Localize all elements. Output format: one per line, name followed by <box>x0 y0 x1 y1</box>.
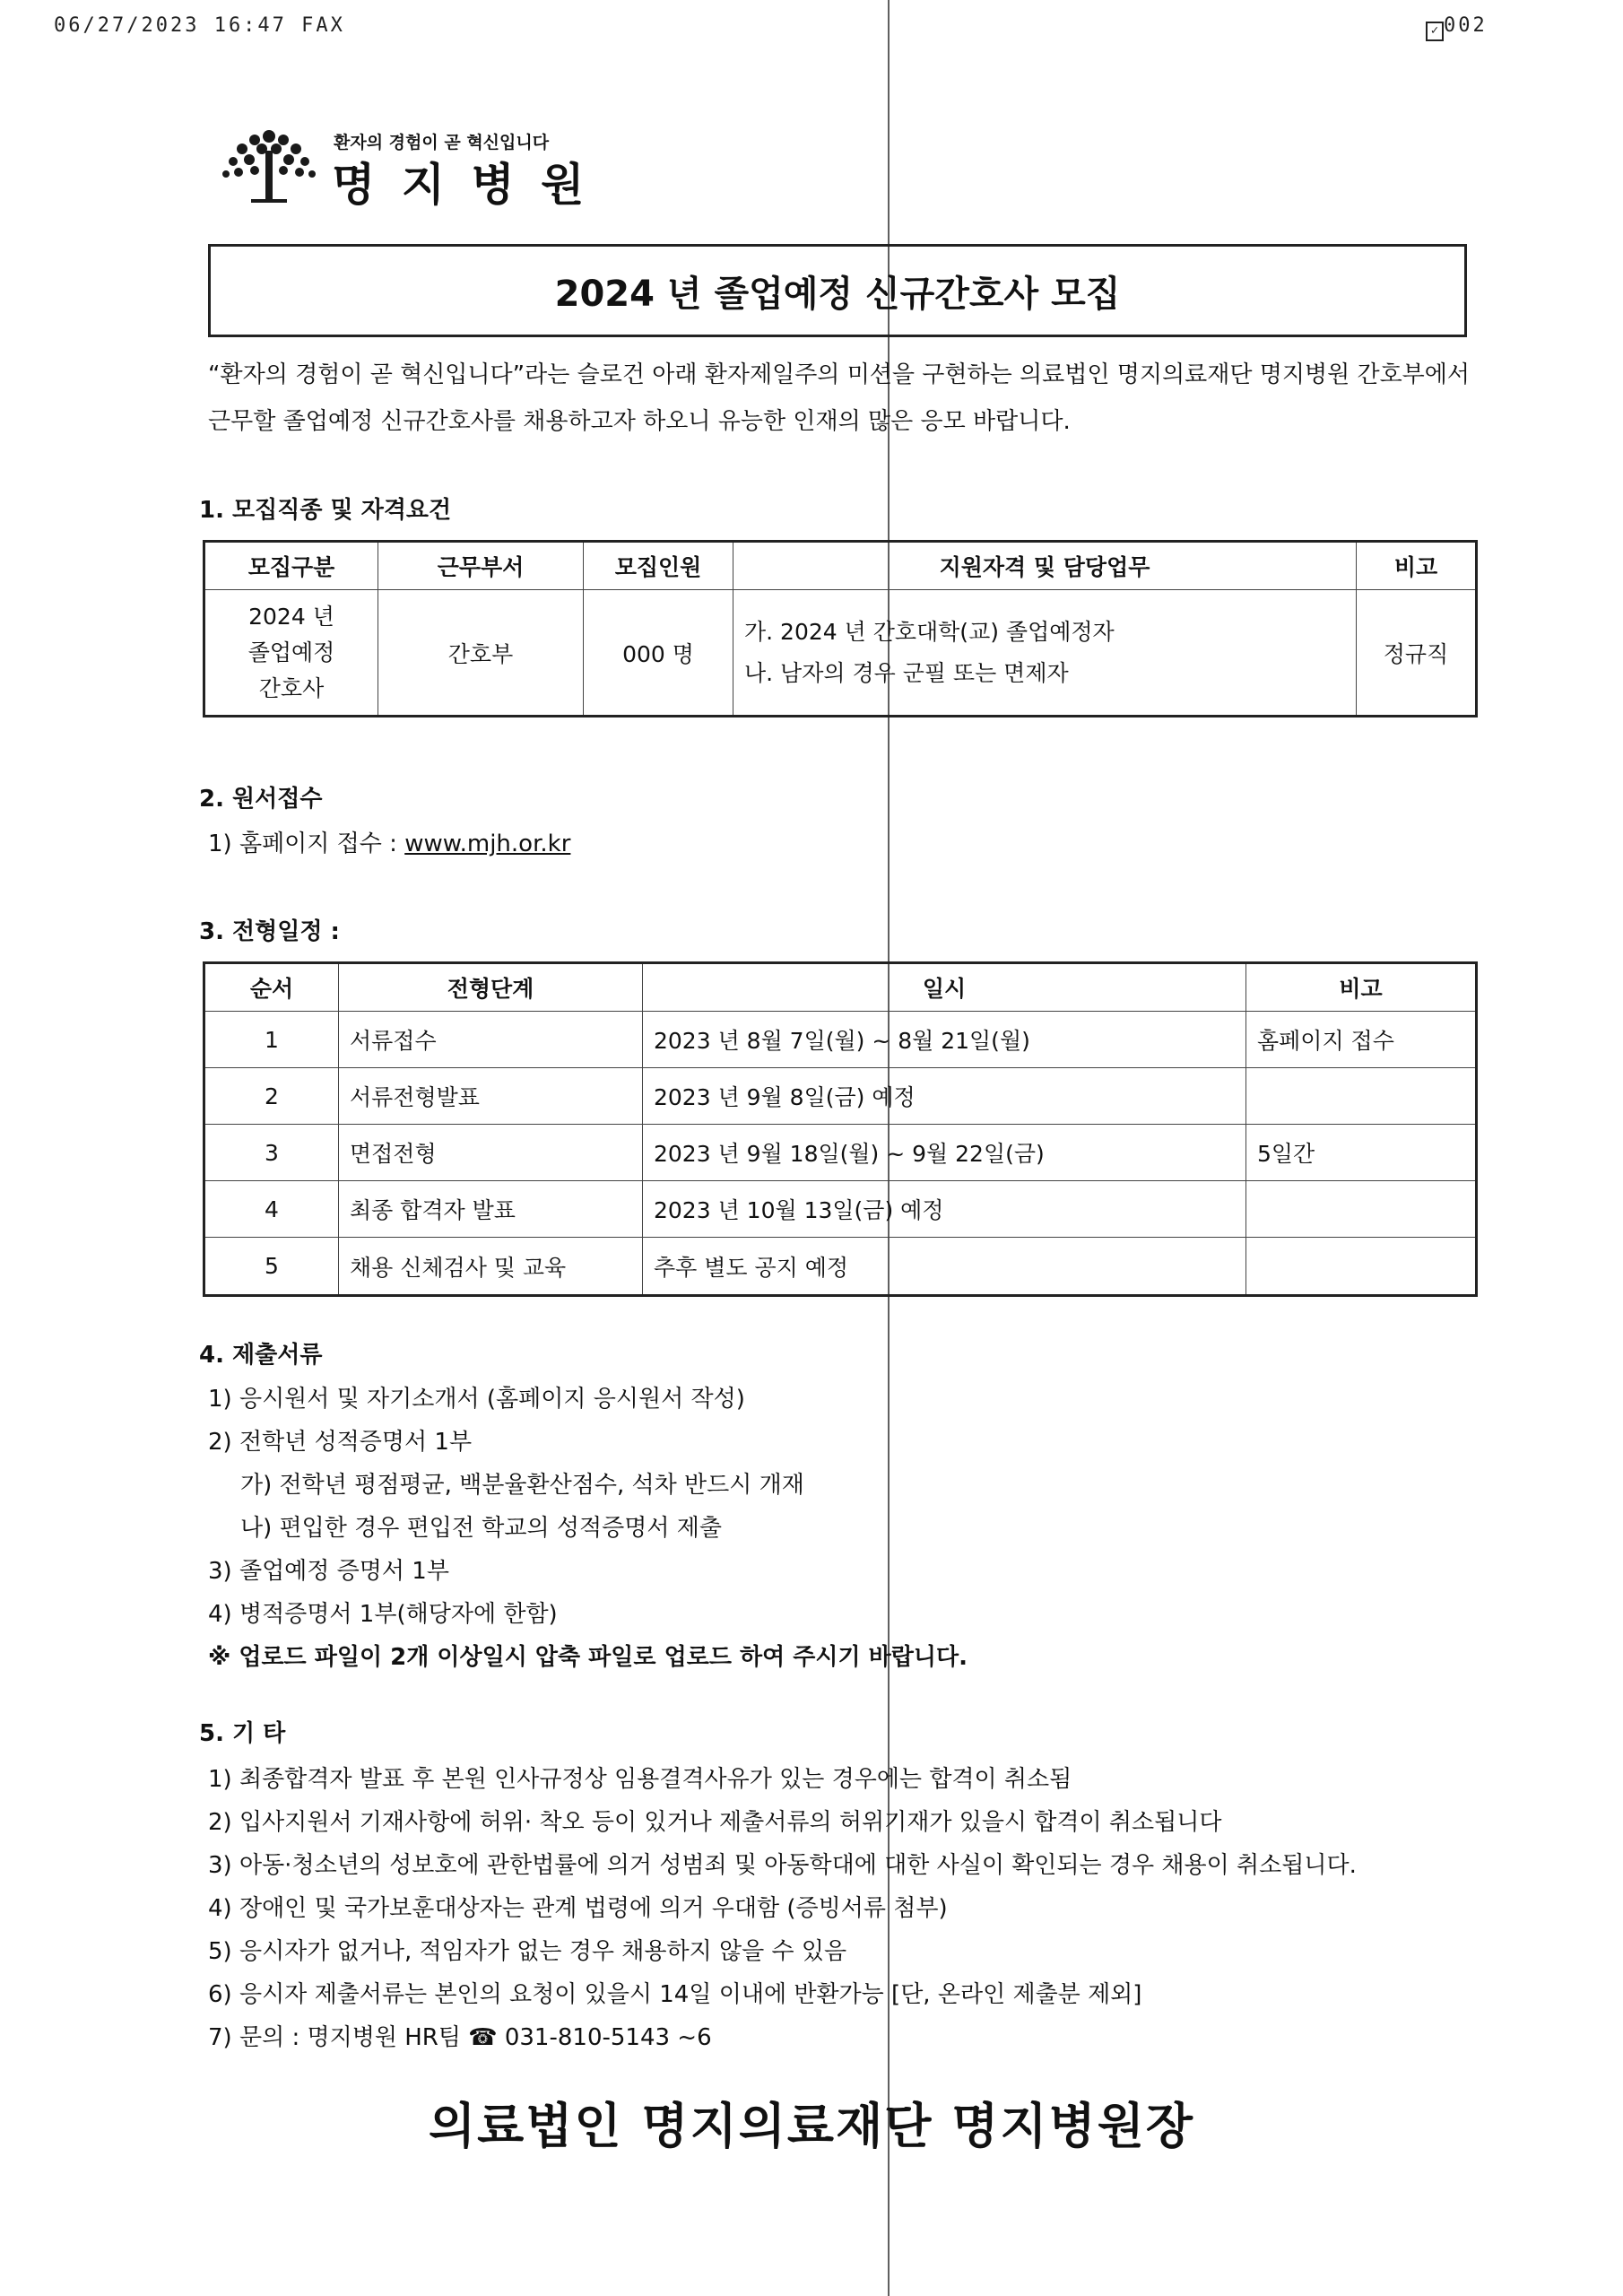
cell-order: 5 <box>204 1238 339 1296</box>
cell-order: 3 <box>204 1125 339 1181</box>
cell-stage: 채용 신체검사 및 교육 <box>339 1238 643 1296</box>
hospital-logo-icon <box>215 124 323 204</box>
intro-paragraph: “환자의 경험이 곧 혁신입니다”라는 슬로건 아래 환자제일주의 미션을 구현하는 의료법인 명지의료재단 명지병원 간호부에서 근무할 졸업예정 신규간호사를 채용하고자 하오니 유능한 인재의 많은 응모 바랍니다. <box>208 361 1471 435</box>
section5-heading: 5. 기 타 <box>199 1720 286 1747</box>
table-header-row <box>204 963 1477 1012</box>
page-title: 2024 년 졸업예정 신규간호사 모집 <box>554 273 1121 315</box>
schedule-table <box>203 961 1478 1297</box>
logo-tagline: 환자의 경험이 곧 혁신입니다 <box>334 133 550 152</box>
cell-date: 2023 년 9월 8일(금) 예정 <box>643 1068 1246 1125</box>
upload-note: ※ 업로드 파일이 2개 이상일시 압축 파일로 업로드 하여 주시기 바랍니다. <box>208 1644 968 1671</box>
table-row <box>204 1238 1477 1296</box>
cell-count: 000 명 <box>584 590 733 717</box>
cell-date: 추후 별도 공지 예정 <box>643 1238 1246 1296</box>
cell-order: 2 <box>204 1068 339 1125</box>
list-item: 2) 입사지원서 기재사항에 허위· 착오 등이 있거나 제출서류의 허위기재가 있을시 합격이 취소됩니다 <box>208 1809 1222 1836</box>
cell-date: 2023 년 9월 18일(월) ~ 9월 22일(금) <box>643 1125 1246 1181</box>
table-row <box>204 590 1477 717</box>
list-item: 1) 최종합격자 발표 후 본원 인사규정상 임용결격사유가 있는 경우에는 합격이 취소됨 <box>208 1766 1072 1793</box>
fax-page-icon: ✓ <box>1426 22 1444 41</box>
cell-note <box>1246 1238 1477 1296</box>
cell-stage: 최종 합격자 발표 <box>339 1181 643 1238</box>
misc-list <box>208 1758 1357 2059</box>
cell-stage: 서류접수 <box>339 1012 643 1068</box>
cell-category: 2024 년 졸업예정 간호사 <box>204 590 378 717</box>
table-row <box>204 1125 1477 1181</box>
col-header-qualifications: 지원자격 및 담당업무 <box>733 542 1357 590</box>
cell-stage: 서류전형발표 <box>339 1068 643 1125</box>
cell-stage: 면접전형 <box>339 1125 643 1181</box>
section2-heading: 2. 원서접수 <box>199 786 323 813</box>
table-row <box>204 1181 1477 1238</box>
col-header-dept: 근무부서 <box>378 542 584 590</box>
issuer-signature: 의료법인 명지의료재단 명지병원장 <box>428 2098 1195 2154</box>
list-item: 4) 장애인 및 국가보훈대상자는 관계 법령에 의거 우대함 (증빙서류 첨부) <box>208 1895 948 1922</box>
fax-page-number: ✓ 002 <box>1426 14 1488 41</box>
cell-order: 4 <box>204 1181 339 1238</box>
list-item: 1) 응시원서 및 자기소개서 (홈페이지 응시원서 작성) <box>208 1386 745 1413</box>
fax-header: 06/27/2023 16:47 FAX <box>54 14 345 37</box>
col-header-note: 비고 <box>1246 963 1477 1012</box>
cell-date: 2023 년 8월 7일(월) ~ 8월 21일(월) <box>643 1012 1246 1068</box>
list-item: 3) 아동·청소년의 성보호에 관한법률에 의거 성범죄 및 아동학대에 대한 사실이 확인되는 경우 채용이 취소됩니다. <box>208 1852 1357 1879</box>
col-header-stage: 전형단계 <box>339 963 643 1012</box>
list-item: 6) 응시자 제출서류는 본인의 요청이 있을시 14일 이내에 반환가능 [단, 온라인 제출분 제외] <box>208 1981 1142 2008</box>
cell-note <box>1246 1181 1477 1238</box>
section3-heading: 3. 전형일정 : <box>199 918 340 945</box>
cell-note: 5일간 <box>1246 1125 1477 1181</box>
cell-note <box>1246 1068 1477 1125</box>
title-box <box>208 244 1467 337</box>
documents-list <box>208 1378 968 1679</box>
homepage-link[interactable]: www.mjh.or.kr <box>404 831 571 857</box>
cell-qualifications: 가. 2024 년 간호대학(교) 졸업예정자 나. 남자의 경우 군필 또는 면제자 <box>733 590 1357 717</box>
table-row <box>204 1068 1477 1125</box>
col-header-note: 비고 <box>1357 542 1477 590</box>
cell-date: 2023 년 10월 13일(금) 예정 <box>643 1181 1246 1238</box>
col-header-order: 순서 <box>204 963 339 1012</box>
col-header-count: 모집인원 <box>584 542 733 590</box>
list-item: 7) 문의 : 명지병원 HR팀 ☎ 031-810-5143 ~6 <box>208 2024 712 2051</box>
list-item: 2) 전학년 성적증명서 1부 <box>208 1429 473 1456</box>
cell-order: 1 <box>204 1012 339 1068</box>
col-header-date: 일시 <box>643 963 1246 1012</box>
qualification-table <box>203 540 1478 718</box>
cell-note: 홈페이지 접수 <box>1246 1012 1477 1068</box>
section1-heading: 1. 모집직종 및 자격요건 <box>199 497 452 524</box>
application-item: 1) 홈페이지 접수 : www.mjh.or.kr <box>208 831 571 857</box>
logo-hospital-name: 명 지 병 원 <box>332 159 590 211</box>
list-item: 3) 졸업예정 증명서 1부 <box>208 1558 449 1585</box>
list-item: 4) 병적증명서 1부(해당자에 한함) <box>208 1601 558 1628</box>
list-item: 나) 편입한 경우 편입전 학교의 성적증명서 제출 <box>240 1515 722 1542</box>
col-header-category: 모집구분 <box>204 542 378 590</box>
cell-note: 정규직 <box>1357 590 1477 717</box>
cell-dept: 간호부 <box>378 590 584 717</box>
list-item: 가) 전학년 평점평균, 백분율환산점수, 석차 반드시 개재 <box>240 1472 804 1499</box>
section4-heading: 4. 제출서류 <box>199 1342 323 1369</box>
table-row <box>204 1012 1477 1068</box>
list-item: 5) 응시자가 없거나, 적임자가 없는 경우 채용하지 않을 수 있음 <box>208 1938 847 1965</box>
table-header-row <box>204 542 1477 590</box>
